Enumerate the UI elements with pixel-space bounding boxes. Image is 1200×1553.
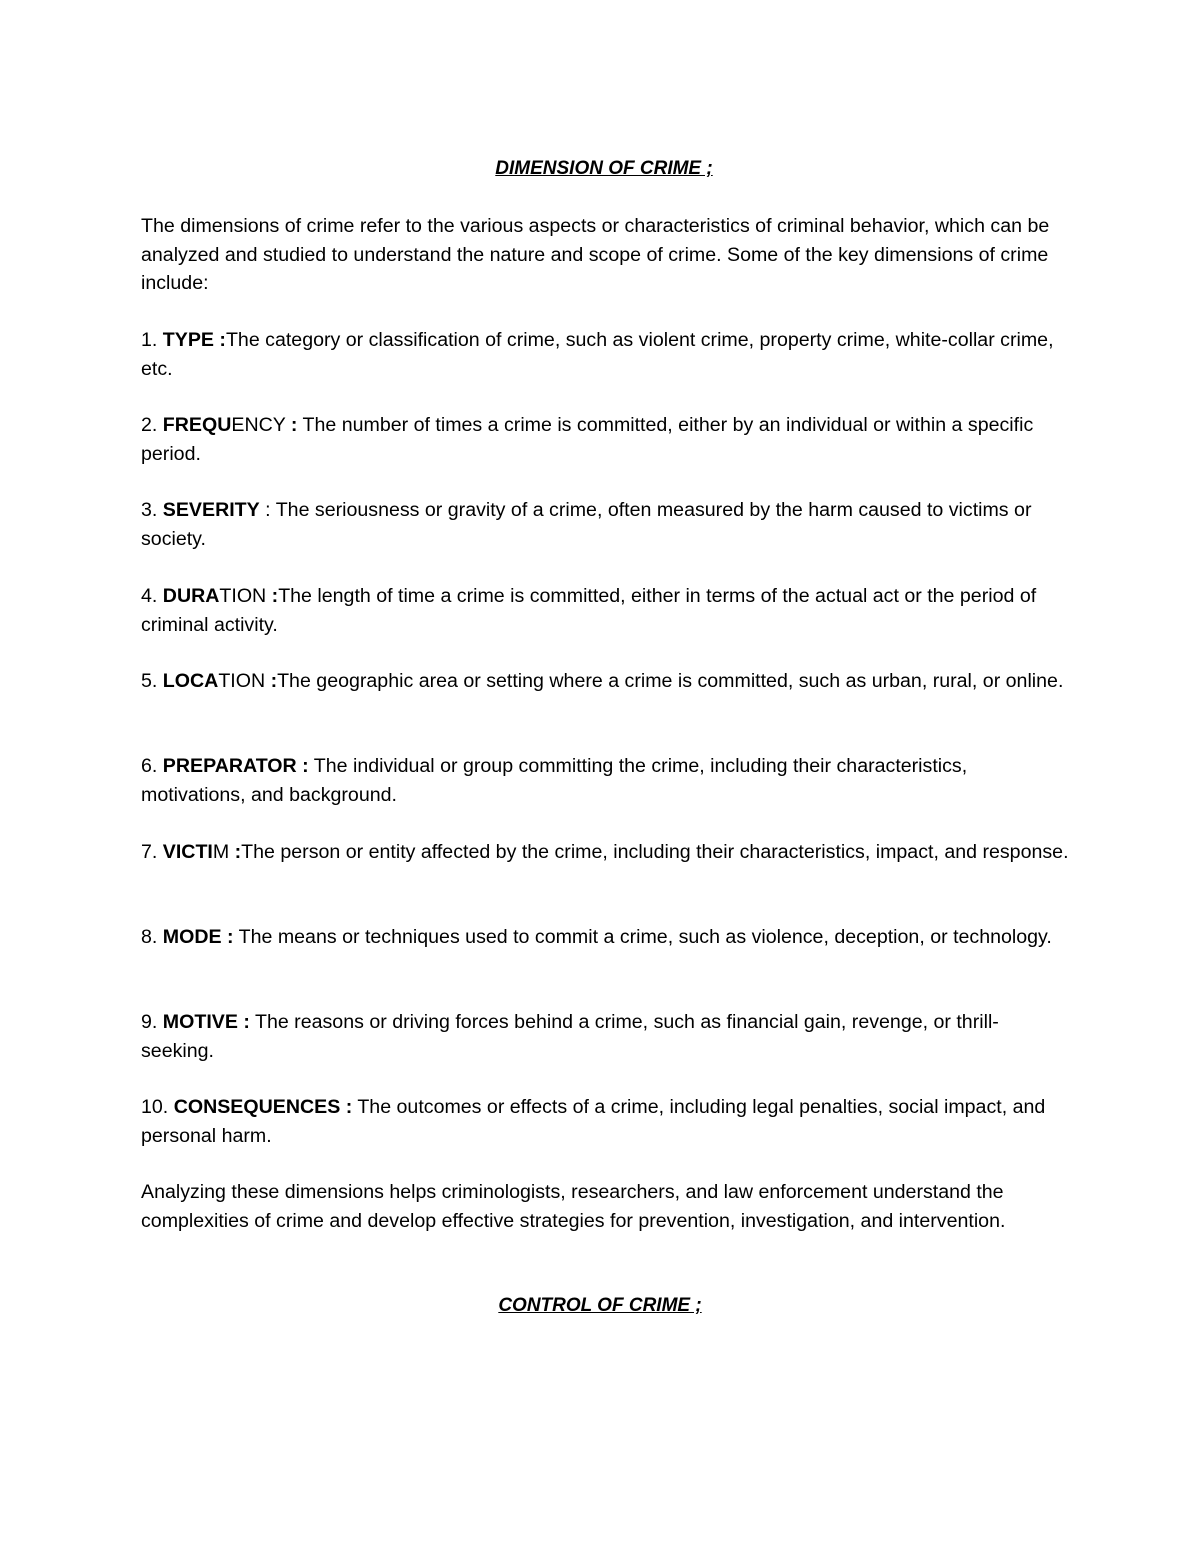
item-term: TYPE : <box>162 329 226 351</box>
item-term: MODE : <box>162 926 234 948</box>
heading-control-of-crime: CONTROL OF CRIME ; <box>498 1295 702 1316</box>
item-term: LOCA <box>162 670 219 692</box>
item-term: VICTI <box>162 841 213 863</box>
item-text: The person or entity affected by the crime, including their characteristics, impact, and response. <box>241 841 1069 863</box>
intro-paragraph: The dimensions of crime refer to the various aspects or characteristics of criminal behavior, which can be analyzed and studied to understand the nature and scope of crime. Some of the key dimensions of crime include: <box>141 215 1050 294</box>
item-text: The number of times a crime is committed, either by an individual or within a specific period. <box>141 414 1034 465</box>
item-number: 3. <box>141 499 163 521</box>
item-number: 10. <box>141 1096 174 1118</box>
item-number: 7. <box>141 841 163 863</box>
item-number: 2. <box>141 414 163 436</box>
item-term-rest: TION <box>218 670 271 692</box>
list-item-duration <box>141 582 1071 639</box>
item-text: The reasons or driving forces behind a crime, such as financial gain, revenge, or thrill-seeking. <box>141 1011 999 1062</box>
list-item-frequency <box>141 411 1071 468</box>
list-item-type <box>141 326 1071 383</box>
item-number: 5. <box>141 670 163 692</box>
item-number: 4. <box>141 585 163 607</box>
item-term: MOTIVE : <box>162 1011 250 1033</box>
item-colon: : <box>270 670 278 692</box>
list-item-preparator <box>141 752 1071 809</box>
item-colon: : <box>271 585 279 607</box>
list-item-victim <box>141 838 1071 867</box>
item-text: The category or classification of crime, such as violent crime, property crime, white-collar crime, etc. <box>141 329 1054 380</box>
item-term-rest: : <box>259 499 276 521</box>
item-term-rest: M <box>212 841 235 863</box>
item-text: The seriousness or gravity of a crime, often measured by the harm caused to victims or society. <box>141 499 1032 550</box>
item-number: 6. <box>141 755 163 777</box>
list-item-severity <box>141 496 1071 553</box>
item-term: SEVERITY <box>162 499 260 521</box>
item-term-rest: TION <box>219 585 272 607</box>
item-term: DURA <box>162 585 220 607</box>
item-term-rest: ENCY <box>231 414 291 436</box>
item-number: 8. <box>141 926 163 948</box>
item-text: The means or techniques used to commit a crime, such as violence, deception, or technology. <box>233 926 1052 948</box>
item-term: FREQU <box>162 414 232 436</box>
item-text: The length of time a crime is committed, either in terms of the actual act or the period of criminal activity. <box>141 585 1037 636</box>
heading-dimension-of-crime: DIMENSION OF CRIME ; <box>495 158 713 179</box>
item-term: CONSEQUENCES : <box>173 1096 353 1118</box>
item-text: The individual or group committing the crime, including their characteristics, motivations, and background. <box>141 755 968 806</box>
closing-paragraph: Analyzing these dimensions helps criminologists, researchers, and law enforcement understand the complexities of crime and develop effective strategies for prevention, investigation, and intervention. <box>141 1181 1006 1232</box>
item-number: 1. <box>141 329 163 351</box>
item-text: The outcomes or effects of a crime, including legal penalties, social impact, and personal harm. <box>141 1096 1046 1147</box>
item-number: 9. <box>141 1011 163 1033</box>
list-item-motive <box>141 1008 1071 1065</box>
item-colon: : <box>290 414 298 436</box>
item-text: The geographic area or setting where a crime is committed, such as urban, rural, or online. <box>277 670 1064 692</box>
list-item-mode <box>141 923 1071 952</box>
list-item-location <box>141 667 1071 696</box>
item-term: PREPARATOR : <box>162 755 309 777</box>
item-colon: : <box>234 841 242 863</box>
list-item-consequences <box>141 1093 1071 1150</box>
